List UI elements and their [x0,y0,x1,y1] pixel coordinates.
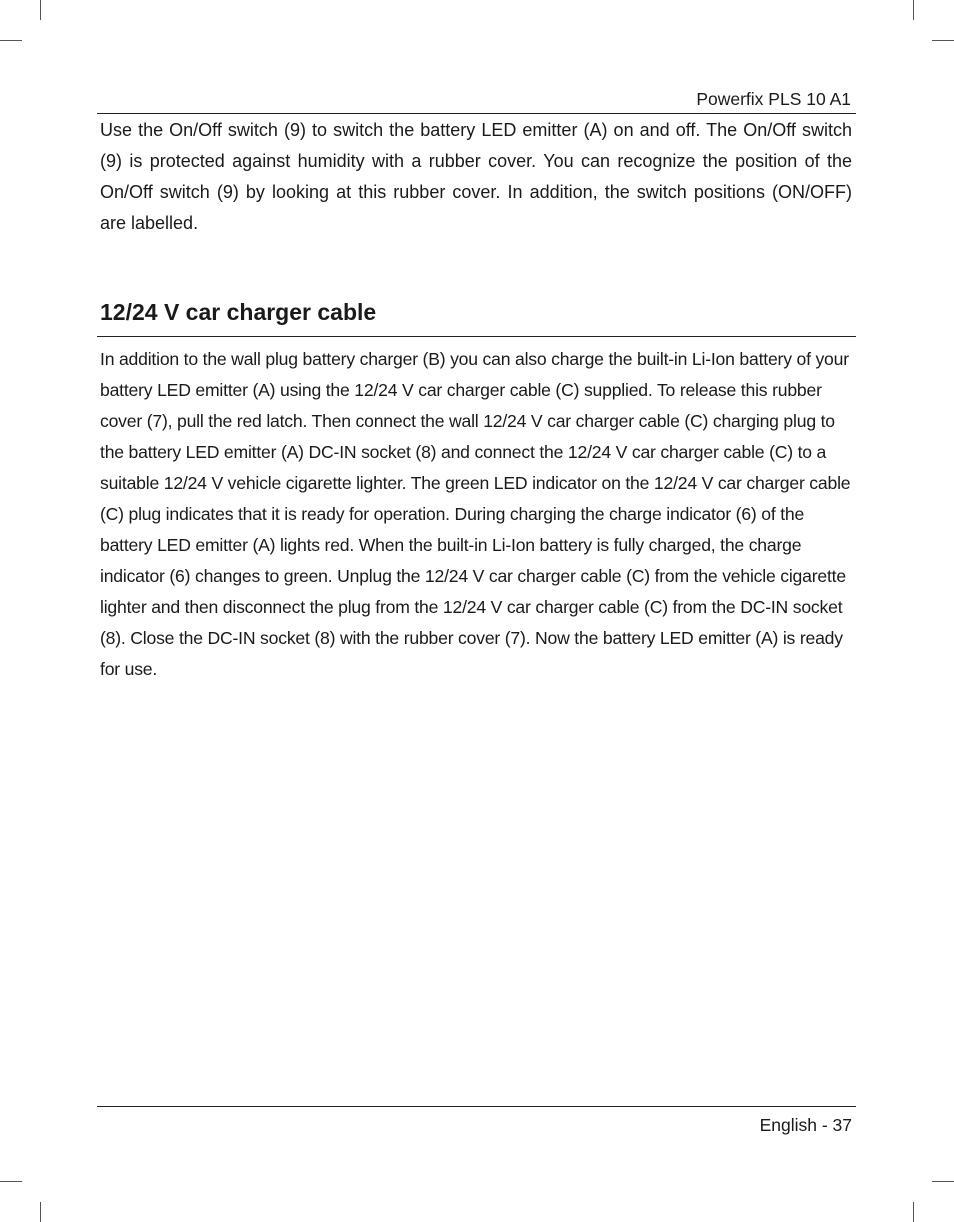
crop-mark-top-left-horizontal [0,40,22,41]
section-heading: 12/24 V car charger cable [100,299,377,325]
section-rule [97,336,856,337]
running-header: Powerfix PLS 10 A1 [696,89,851,109]
header-rule [97,113,856,114]
crop-mark-bottom-right-vertical [913,1202,914,1222]
crop-mark-top-right-vertical [913,0,914,20]
crop-mark-bottom-left-vertical [40,1202,41,1222]
footer-rule [97,1106,856,1107]
page-number: English - 37 [759,1115,852,1135]
section-paragraph: In addition to the wall plug battery charger (B) you can also charge the built-in Li-Ion battery of your battery LED emitter (A) using the 12/24 V car charger cable (C) supplied. To release this rubber cover (7), pull the red latch. Then connect the wall 12/24 V car charger cable (C) charging plug to the battery LED emitter (A) DC-IN socket (8) and connect the 12/24 V car charger cable (C) to a suitable 12/24 V vehicle cigarette lighter. The green LED indicator on the 12/24 V car charger cable (C) plug indicates that it is ready for operation. During charging the charge indicator (6) of the battery LED emitter (A) lights red. When the built-in Li-Ion battery is fully charged, the charge indicator (6) changes to green. Unplug the 12/24 V car charger cable (C) from the vehicle cigarette lighter and then disconnect the plug from the 12/24 V car charger cable (C) from the DC-IN socket (8). Close the DC-IN socket (8) with the rubber cover (7). Now the battery LED emitter (A) is ready for use. [100,349,851,679]
crop-mark-bottom-right-horizontal [932,1181,954,1182]
crop-mark-bottom-left-horizontal [0,1181,22,1182]
intro-paragraph: Use the On/Off switch (9) to switch the battery LED emitter (A) on and off. The On/Off switch (9) is protected against humidity with a rubber cover. You can recognize the position of the On/Off switch (9) by looking at this rubber cover. In addition, the switch positions (ON/OFF) are labelled. [100,120,852,233]
crop-mark-top-left-vertical [40,0,41,20]
crop-mark-top-right-horizontal [932,40,954,41]
